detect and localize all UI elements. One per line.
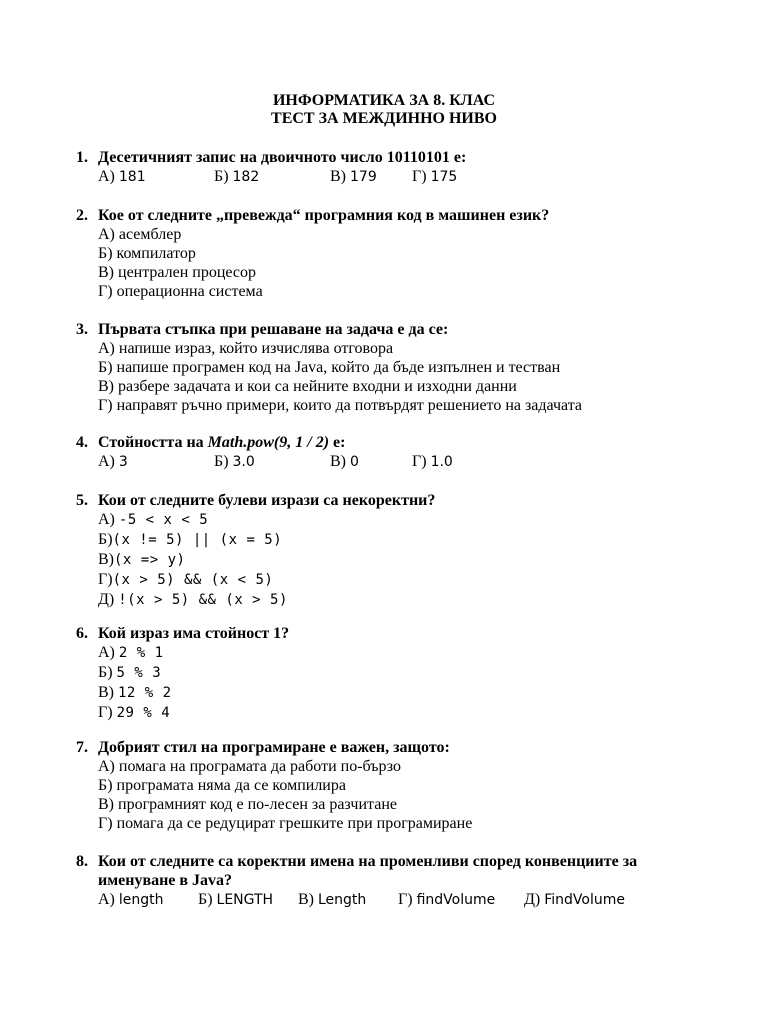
- question-text: 6. Кой израз има стойност 1?: [76, 625, 290, 642]
- option-a[interactable]: А) напише израз, който изчислява отговора: [98, 340, 394, 357]
- option-d[interactable]: Г) операционна система: [98, 283, 263, 300]
- code-expression: Math.pow(9, 1 / 2): [207, 434, 330, 451]
- option-b[interactable]: Б) компилатор: [98, 245, 196, 262]
- question-number: 5.: [76, 492, 88, 509]
- question-number: 8.: [76, 853, 88, 870]
- option-e[interactable]: Д) FindVolume: [524, 891, 626, 908]
- options-row: [76, 890, 716, 909]
- options-row: [76, 167, 716, 186]
- question-1: [76, 148, 716, 186]
- option-c[interactable]: В) Length: [298, 891, 367, 908]
- question-text: 7. Добрият стил на програмиране е важен, защото:: [76, 739, 450, 756]
- option-b[interactable]: Б) напише програмен код на Java, който да бъде изпълнен и тестван: [98, 359, 561, 376]
- option-a[interactable]: А) помага на програмата да работи по-бързо: [98, 758, 401, 775]
- option-b[interactable]: Б) 3.0: [214, 453, 255, 470]
- option-a[interactable]: А) 2 % 1: [98, 644, 164, 661]
- question-number: 2.: [76, 207, 88, 224]
- option-c[interactable]: В) 179: [330, 168, 377, 185]
- option-b[interactable]: Б) LENGTH: [198, 891, 274, 908]
- question-text: 5. Кои от следните булеви изрази са некоректни?: [76, 492, 436, 509]
- option-d[interactable]: Г) 29 % 4: [98, 704, 171, 721]
- question-5: [76, 491, 716, 610]
- document-subtitle: ТЕСТ ЗА МЕЖДИННО НИВО: [271, 110, 497, 127]
- question-text: 3. Първата стъпка при решаване на задача е да се:: [76, 321, 449, 338]
- document-title: ИНФОРМАТИКА ЗА 8. КЛАС: [272, 92, 496, 109]
- option-e[interactable]: Д) !(x > 5) && (x > 5): [98, 591, 288, 608]
- option-d[interactable]: Г) 1.0: [412, 453, 453, 470]
- option-a[interactable]: А) -5 < x < 5: [98, 511, 209, 528]
- question-text: 8. Кои от следните са коректни имена на променливи според конвенциите за именуване в Java?: [76, 853, 638, 889]
- question-number: 1.: [76, 149, 88, 166]
- option-b[interactable]: Б) 182: [214, 168, 260, 185]
- question-number: 6.: [76, 625, 88, 642]
- option-c[interactable]: В) разбере задачата и кои са нейните входни и изходни данни: [98, 378, 517, 395]
- option-c[interactable]: В) програмният код е по-лесен за разчитане: [98, 796, 397, 813]
- option-d[interactable]: Г) помага да се редуцират грешките при програмиране: [98, 815, 473, 832]
- question-2: [76, 206, 716, 301]
- question-number: 3.: [76, 321, 88, 338]
- option-b[interactable]: Б) програмата няма да се компилира: [98, 777, 346, 794]
- option-c[interactable]: В) централен процесор: [98, 264, 257, 281]
- option-d[interactable]: Г) findVolume: [398, 891, 496, 908]
- option-b[interactable]: Б)(x != 5) || (x = 5): [98, 531, 283, 548]
- option-a[interactable]: А) асемблер: [98, 226, 182, 243]
- question-6: [76, 624, 716, 723]
- option-c[interactable]: В) 12 % 2: [98, 684, 172, 701]
- question-text: 1. Десетичният запис на двоичното число 10110101 е:: [76, 149, 467, 166]
- question-8: [76, 852, 716, 909]
- question-number: 4.: [76, 434, 88, 451]
- option-d[interactable]: Г) направят ръчно примери, които да потвърдят решението на задачата: [98, 397, 583, 414]
- option-c[interactable]: В) 0: [330, 453, 359, 470]
- option-a[interactable]: А) 3: [98, 453, 128, 470]
- option-d[interactable]: Г)(x > 5) && (x < 5): [98, 571, 274, 588]
- question-text: 2. Кое от следните „превежда“ програмния код в машинен език?: [76, 207, 550, 224]
- question-text: 4. Стойността на Math.pow(9, 1 / 2) е:: [76, 434, 346, 451]
- option-c[interactable]: В)(x => y): [98, 551, 186, 568]
- options-row: [76, 452, 716, 471]
- question-7: [76, 738, 716, 833]
- option-d[interactable]: Г) 175: [412, 168, 458, 185]
- option-a[interactable]: А) length: [98, 891, 164, 908]
- question-3: [76, 320, 716, 415]
- question-number: 7.: [76, 739, 88, 756]
- option-a[interactable]: А) 181: [98, 168, 146, 185]
- question-4: [76, 433, 716, 471]
- option-b[interactable]: Б) 5 % 3: [98, 664, 162, 681]
